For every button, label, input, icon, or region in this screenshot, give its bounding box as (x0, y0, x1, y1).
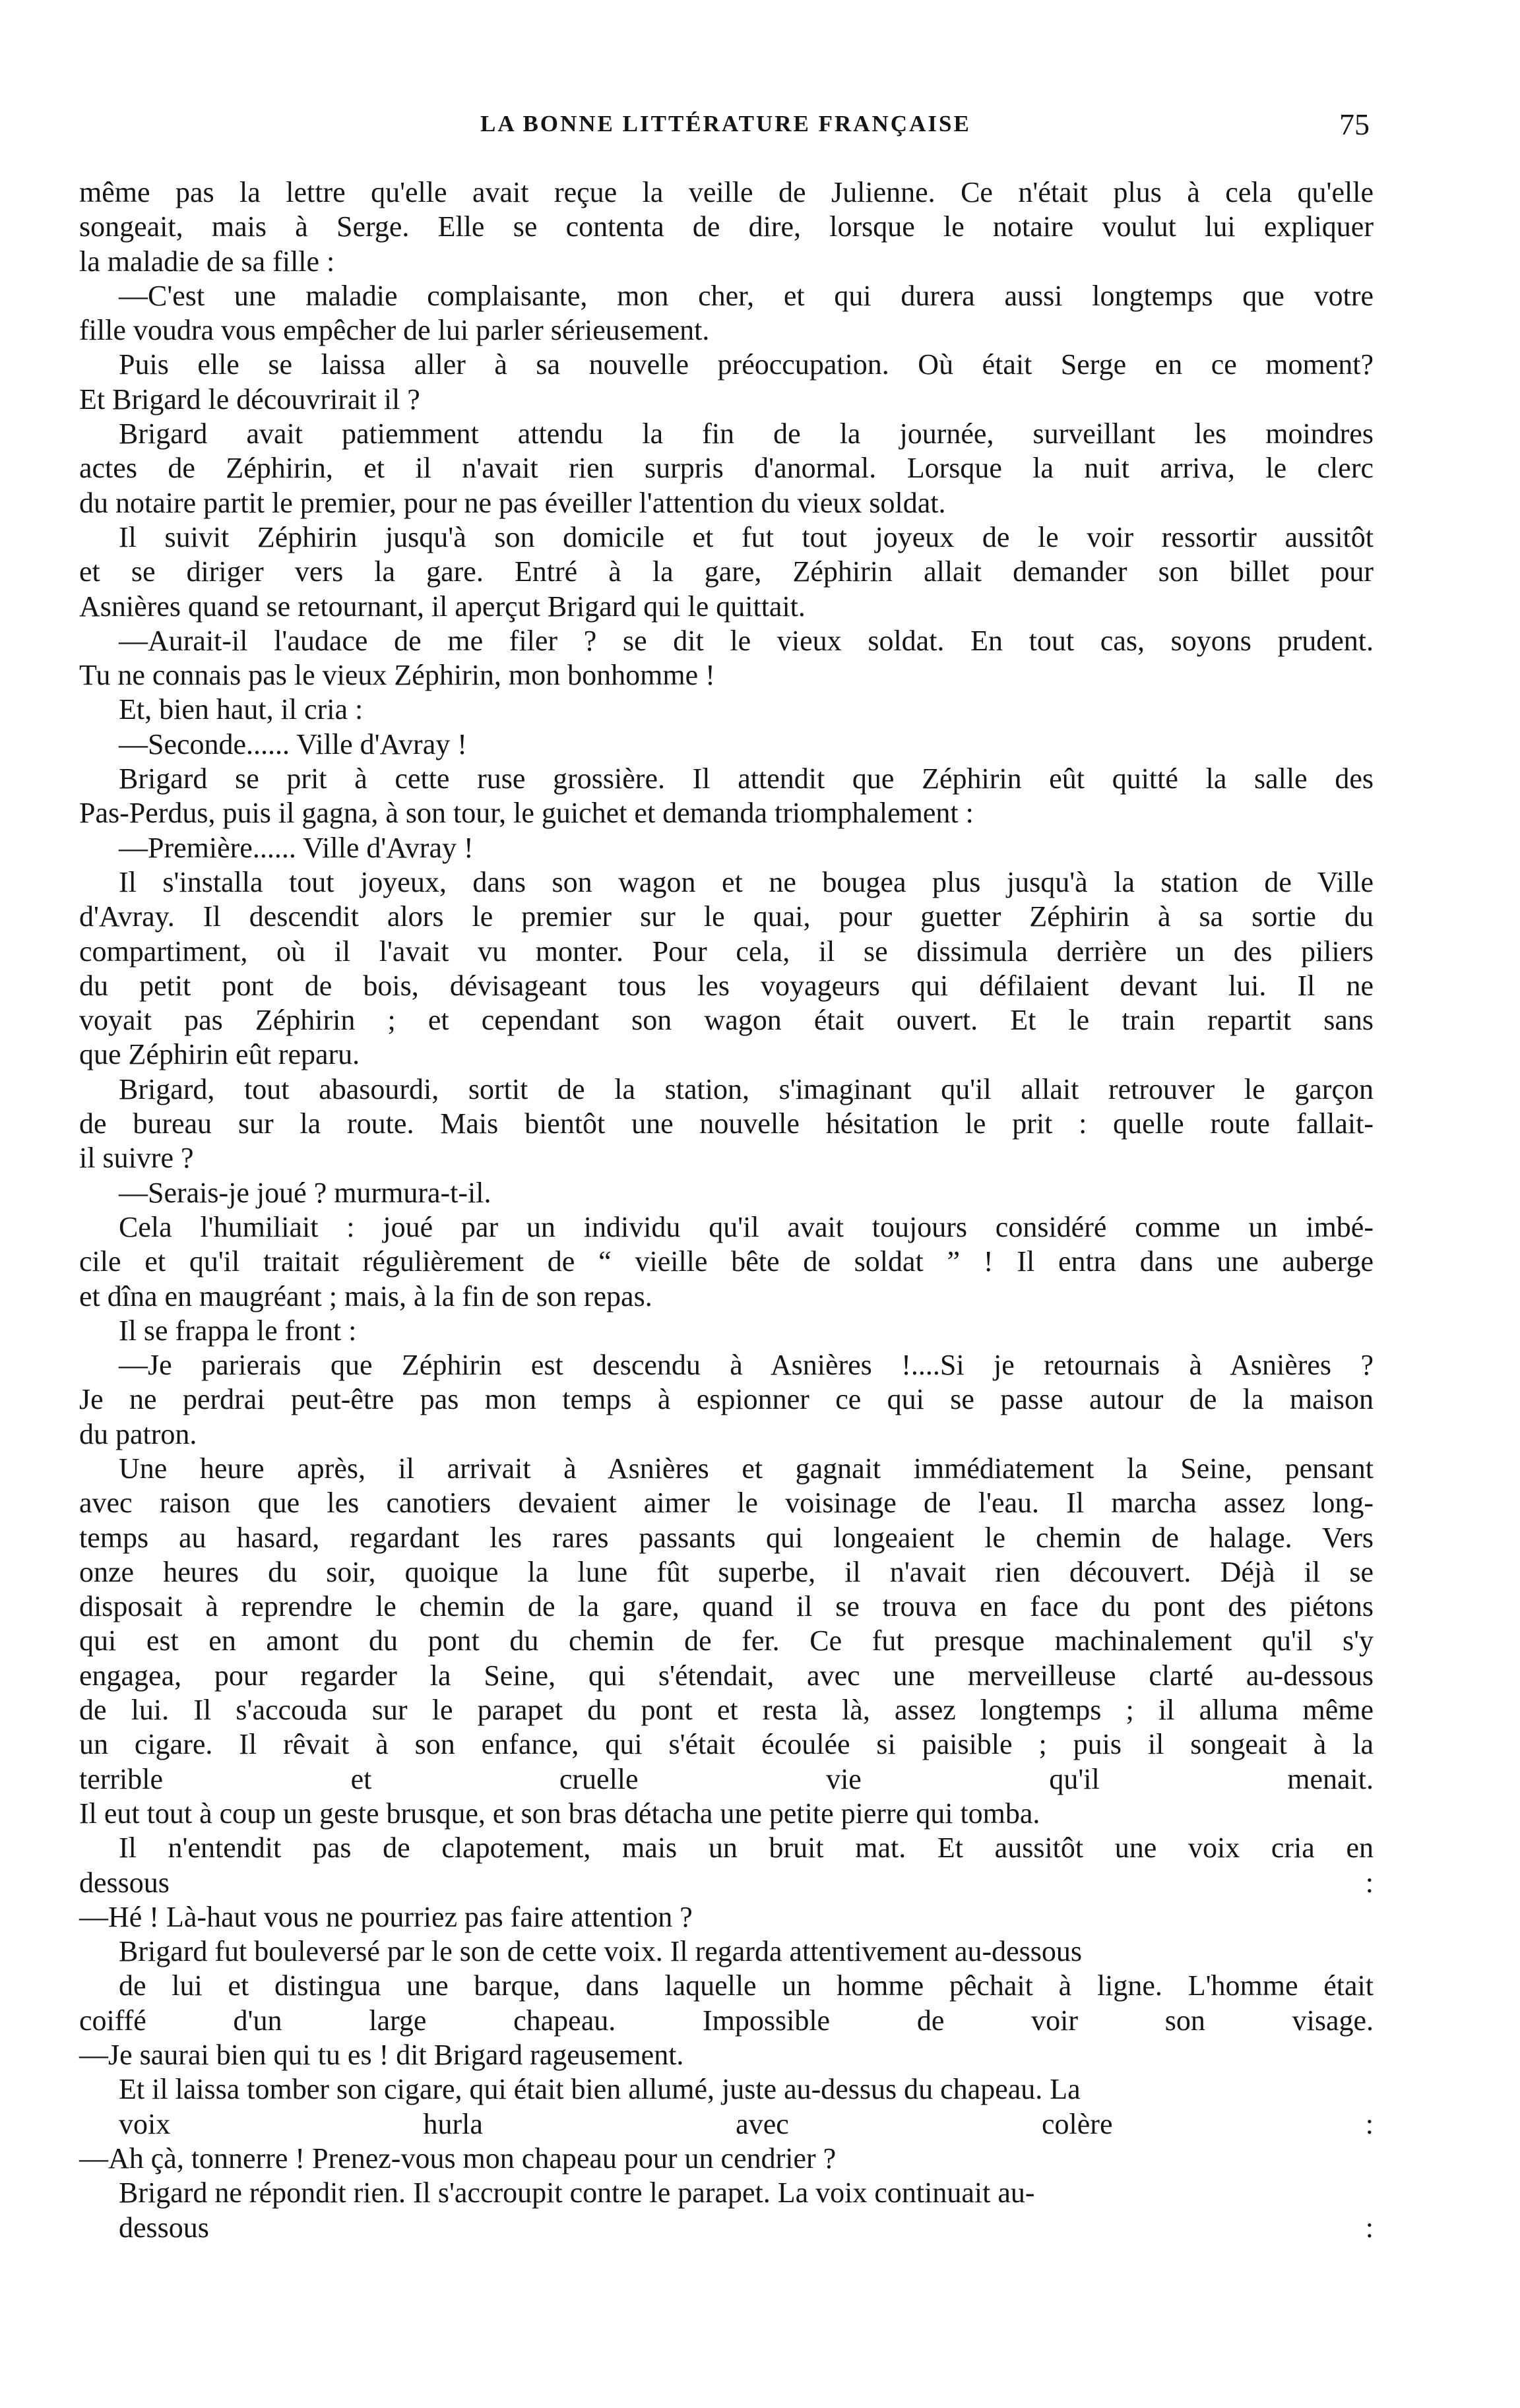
running-head: LA BONNE LITTÉRATURE FRANÇAISE (480, 111, 971, 137)
text-line: —Je parierais que Zéphirin est descendu à Asnières !....Si je retournais à Asnières ? (119, 1349, 1374, 1382)
text-line: et se diriger vers la gare. Entré à la gare, Zéphirin allait demander son billet pour (79, 555, 1374, 588)
text-line: —Seconde...... Ville d'Avray ! (119, 727, 467, 760)
text-line: Il eut tout à coup un geste brusque, et son bras détacha une petite pierre qui tomba. (79, 1797, 1040, 1830)
text-line: compartiment, où il l'avait vu monter. Pour cela, il se dissimula derrière un des piliers (79, 935, 1374, 968)
text-line: un cigare. Il rêvait à son enfance, qui s'était écoulée si paisible ; puis il songeait à la (79, 1728, 1374, 1761)
text-line: Brigard avait patiemment attendu la fin de la journée, surveillant les moindres (119, 417, 1374, 450)
text-line: Il suivit Zéphirin jusqu'à son domicile et fut tout joyeux de le voir ressortir aussitôt (119, 520, 1374, 553)
text-line: fille voudra vous empêcher de lui parler sérieusement. (79, 314, 710, 347)
text-line: que Zéphirin eût reparu. (79, 1038, 360, 1071)
text-line: qui est en amont du pont du chemin de fer. Ce fut presque machinalement qu'il s'y (79, 1624, 1374, 1657)
text-line: Et Brigard le découvrirait il ? (79, 383, 420, 416)
text-line: Brigard, tout abasourdi, sortit de la station, s'imaginant qu'il allait retrouver le garçon (119, 1072, 1374, 1105)
text-line: Et, bien haut, il cria : (119, 693, 364, 726)
text-line: et dîna en maugréant ; mais, à la fin de son repas. (79, 1280, 652, 1312)
text-line: du notaire partit le premier, pour ne pas éveiller l'attention du vieux soldat. (79, 486, 946, 519)
text-line: —Serais-je joué ? murmura-t-il. (119, 1176, 491, 1209)
text-line: —Je saurai bien qui tu es ! dit Brigard rageusement. (79, 2039, 684, 2072)
text-line: terrible et cruelle vie qu'il menait. (79, 1762, 1374, 1795)
text-line: Je ne perdrai peut-être pas mon temps à espionner ce qui se passe autour de la maison (79, 1383, 1374, 1416)
text-line: de lui. Il s'accouda sur le parapet du pont et resta là, assez longtemps ; il alluma même (79, 1694, 1374, 1727)
text-line: engagea, pour regarder la Seine, qui s'étendait, avec une merveilleuse clarté au-dessous (79, 1659, 1374, 1692)
text-line: onze heures du soir, quoique la lune fût superbe, il n'avait rien découvert. Déjà il se (79, 1555, 1374, 1588)
text-line: avec raison que les canotiers devaient aimer le voisinage de l'eau. Il marcha assez long- (79, 1487, 1374, 1520)
text-line: Pas-Perdus, puis il gagna, à son tour, le guichet et demanda triomphalement : (79, 797, 974, 830)
text-line: actes de Zéphirin, et il n'avait rien surpris d'anormal. Lorsque la nuit arriva, le clerc (79, 452, 1374, 485)
text-line: Et il laissa tomber son cigare, qui était bien allumé, juste au-dessus du chapeau. La (119, 2073, 1081, 2106)
text-line (79, 2245, 1374, 2279)
text-line: de bureau sur la route. Mais bientôt une nouvelle hésitation le prit : quelle route fallait- (79, 1107, 1374, 1140)
text-line: Il s'installa tout joyeux, dans son wagon et ne bougea plus jusqu'à la station de Ville (119, 865, 1374, 898)
body-text (79, 175, 1374, 2279)
text-line: cile et qu'il traitait régulièrement de “ vieille bête de soldat ” ! Il entra dans une auberge (79, 1245, 1374, 1278)
text-line: dessous : (119, 2211, 1374, 2244)
text-line: Puis elle se laissa aller à sa nouvelle préoccupation. Où était Serge en ce moment? (119, 348, 1374, 381)
text-line: voix hurla avec colère : (119, 2107, 1374, 2140)
text-line: —Hé ! Là-haut vous ne pourriez pas faire attention ? (79, 1900, 693, 1933)
text-line: —C'est une maladie complaisante, mon cher, et qui durera aussi longtemps que votre (119, 279, 1374, 312)
text-line: Asnières quand se retournant, il aperçut Brigard qui le quittait. (79, 590, 806, 623)
text-line: Tu ne connais pas le vieux Zéphirin, mon bonhomme ! (79, 659, 715, 692)
text-line: temps au hasard, regardant les rares passants qui longeaient le chemin de halage. Vers (79, 1521, 1374, 1554)
text-line: voyait pas Zéphirin ; et cependant son wagon était ouvert. Et le train repartit sans (79, 1004, 1374, 1037)
text-line: la maladie de sa fille : (79, 245, 335, 278)
text-line: d'Avray. Il descendit alors le premier sur le quai, pour guetter Zéphirin à sa sortie du (79, 900, 1374, 933)
text-line: dessous : (79, 1866, 1374, 1899)
text-line: du patron. (79, 1417, 197, 1450)
text-line: il suivre ? (79, 1142, 194, 1175)
text-line: de lui et distingua une barque, dans laquelle un homme pêchait à ligne. L'homme était (119, 1969, 1374, 2002)
text-line: —Aurait-il l'audace de me filer ? se dit le vieux soldat. En tout cas, soyons prudent. (119, 624, 1374, 657)
text-line: Cela l'humiliait : joué par un individu qu'il avait toujours considéré comme un imbé- (119, 1210, 1374, 1243)
text-line: du petit pont de bois, dévisageant tous les voyageurs qui défilaient devant lui. Il ne (79, 969, 1374, 1002)
text-line: même pas la lettre qu'elle avait reçue la veille de Julienne. Ce n'était plus à cela qu'elle (79, 176, 1374, 208)
text-line: —Ah çà, tonnerre ! Prenez-vous mon chapeau pour un cendrier ? (79, 2142, 837, 2175)
text-line: Brigard fut bouleversé par le son de cette voix. Il regarda attentivement au-dessous (119, 1935, 1083, 1968)
text-line: disposait à reprendre le chemin de la gare, quand il se trouva en face du pont des piétons (79, 1590, 1374, 1623)
text-line: —Première...... Ville d'Avray ! (119, 831, 474, 864)
page-number: 75 (1339, 108, 1370, 141)
text-line: Il se frappa le front : (119, 1314, 357, 1347)
text-line: Brigard se prit à cette ruse grossière. Il attendit que Zéphirin eût quitté la salle des (119, 762, 1374, 795)
text-line: songeait, mais à Serge. Elle se contenta de dire, lorsque le notaire voulut lui expliquer (79, 210, 1374, 243)
text-line: coiffé d'un large chapeau. Impossible de voir son visage. (79, 2004, 1374, 2037)
text-line: Il n'entendit pas de clapotement, mais un bruit mat. Et aussitôt une voix cria en (119, 1832, 1374, 1865)
text-line: Brigard ne répondit rien. Il s'accroupit contre le parapet. La voix continuait au- (119, 2176, 1035, 2209)
text-line: Une heure après, il arrivait à Asnières et gagnait immédiatement la Seine, pensant (119, 1452, 1374, 1485)
